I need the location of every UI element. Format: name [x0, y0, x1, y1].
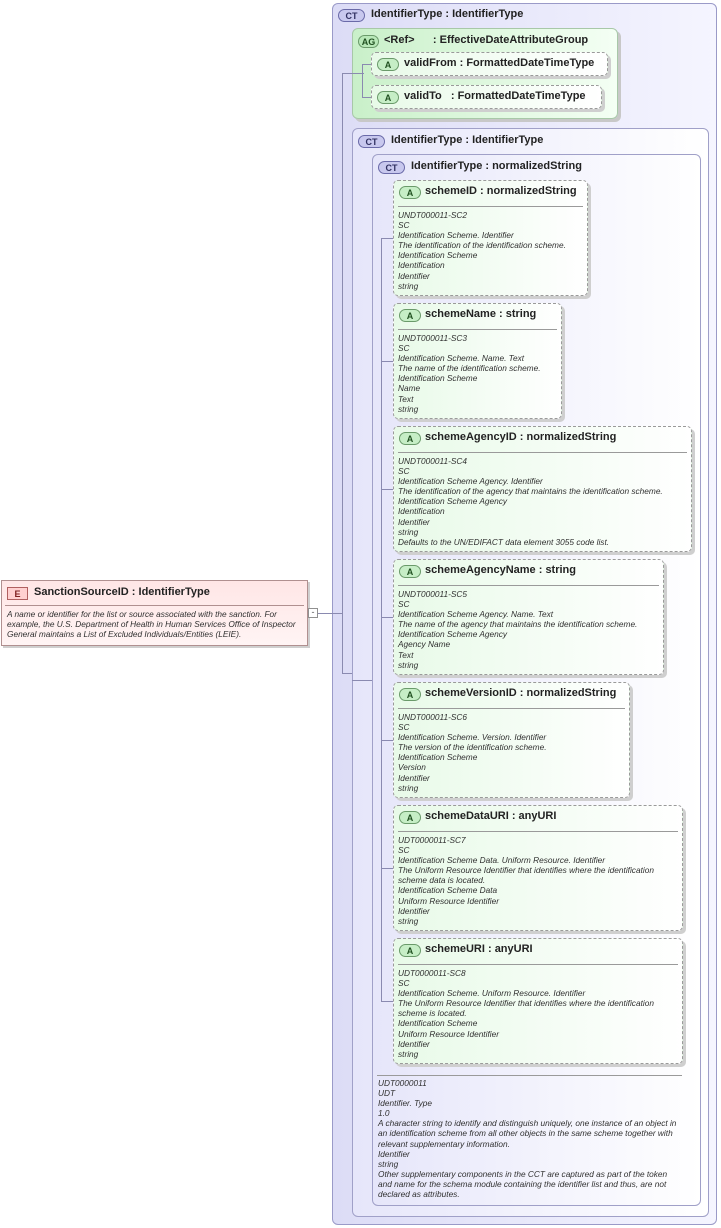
attribute-box-schemeagencyid	[393, 426, 692, 552]
connector-line	[381, 238, 382, 1001]
inner-type-title: IdentifierType : normalizedString	[411, 160, 582, 172]
attribute-title: schemeName : string	[425, 308, 537, 320]
middle-type-title: IdentifierType : IdentifierType	[391, 134, 544, 146]
divider	[398, 585, 659, 586]
connector-line	[381, 238, 393, 239]
connector-line	[342, 73, 364, 74]
connector-line	[381, 489, 393, 490]
outer-type-title: IdentifierType : IdentifierType	[371, 8, 524, 20]
root-element-box	[1, 580, 308, 646]
attribute-title: schemeID : normalizedString	[425, 185, 577, 197]
divider	[398, 206, 583, 207]
connector-line	[362, 64, 371, 65]
connector-line	[381, 361, 393, 362]
connector-line	[362, 97, 371, 98]
attribute-box-schemeid	[393, 180, 588, 296]
attribute-title: schemeVersionID : normalizedString	[425, 687, 617, 699]
attribute-doc: UDT0000011-SC7 SC Identification Scheme Data. Uniform Resource. Identifier The Uniform Resource Identifier that identifies where the identification scheme data is located. Identification Scheme Data Uniform Resource Identifier Identifier string	[398, 835, 654, 926]
attribute-doc: UNDT000011-SC6 SC Identification Scheme. Version. Identifier The version of the identification scheme. Identification Scheme Version Identifier string	[398, 712, 547, 793]
attribute-group-title: <Ref> : EffectiveDateAttributeGroup	[384, 34, 589, 46]
attribute-box-schemedatauri	[393, 805, 683, 931]
attribute-title: schemeAgencyName : string	[425, 564, 576, 576]
complex-type-badge: CT	[378, 161, 405, 174]
divider	[398, 452, 687, 453]
connector-line	[318, 613, 342, 614]
divider	[5, 605, 304, 606]
connector-line	[381, 868, 393, 869]
connector-line	[362, 64, 363, 98]
attribute-title-validfrom: validFrom : FormattedDateTimeType	[404, 57, 595, 69]
connector-line	[342, 73, 343, 673]
inner-type-doc: UDT0000011 UDT Identifier. Type 1.0 A character string to identify and distinguish uniquely, one instance of an object in an identification scheme from all other objects in the same scheme together with relevant supplementary information. Identifier string Other supplementary components in the CCT are captured as part of the token and name for the schema module containing the identifier list and thus, are not declared as attributes.	[378, 1078, 677, 1200]
attribute-box-validto	[371, 85, 602, 109]
collapse-toggle[interactable]: -	[308, 608, 318, 618]
attribute-title: schemeAgencyID : normalizedString	[425, 431, 617, 443]
attribute-group-badge: AG	[358, 35, 379, 48]
divider	[377, 1075, 682, 1076]
connector-line	[381, 1001, 393, 1002]
attribute-box-schemeagencyname	[393, 559, 664, 675]
divider	[398, 831, 678, 832]
attribute-title-validto: validTo : FormattedDateTimeType	[404, 90, 586, 102]
attribute-badge: A	[399, 186, 421, 199]
attribute-badge: A	[377, 58, 399, 71]
connector-line	[342, 673, 352, 674]
attribute-doc: UNDT000011-SC2 SC Identification Scheme. Identifier The identification of the identification scheme. Identification Scheme Identification Identifier string	[398, 210, 566, 291]
attribute-badge: A	[399, 309, 421, 322]
attribute-doc: UNDT000011-SC3 SC Identification Scheme. Name. Text The name of the identification scheme. Identification Scheme Name Text string	[398, 333, 541, 414]
attribute-title: schemeURI : anyURI	[425, 943, 533, 955]
attribute-box-schemeversionid	[393, 682, 630, 798]
connector-line	[352, 680, 372, 681]
attribute-badge: A	[399, 944, 421, 957]
divider	[398, 708, 625, 709]
attribute-box-schemeuri	[393, 938, 683, 1064]
divider	[398, 964, 678, 965]
attribute-badge: A	[399, 811, 421, 824]
connector-line	[381, 740, 393, 741]
attribute-doc: UDT0000011-SC8 SC Identification Scheme. Uniform Resource. Identifier The Uniform Resource Identifier that identifies where the identification scheme is located. Identification Scheme Uniform Resource Identifier Identifier string	[398, 968, 654, 1059]
complex-type-badge: CT	[338, 9, 365, 22]
attribute-title: schemeDataURI : anyURI	[425, 810, 557, 822]
attribute-badge: A	[399, 688, 421, 701]
element-title: SanctionSourceID : IdentifierType	[34, 586, 210, 598]
element-badge: E	[7, 587, 28, 600]
attribute-doc: UNDT000011-SC4 SC Identification Scheme Agency. Identifier The identification of the agency that maintains the identification scheme. Identification Scheme Agency Identification Identifier string Defaults to the UN/EDIFACT data element 3055 code list.	[398, 456, 663, 547]
attribute-badge: A	[399, 565, 421, 578]
attribute-box-validfrom	[371, 52, 608, 76]
connector-line	[381, 617, 393, 618]
attribute-badge: A	[399, 432, 421, 445]
complex-type-badge: CT	[358, 135, 385, 148]
divider	[398, 329, 557, 330]
attribute-badge: A	[377, 91, 399, 104]
attribute-box-schemename	[393, 303, 562, 419]
attribute-doc: UNDT000011-SC5 SC Identification Scheme Agency. Name. Text The name of the agency that maintains the identification scheme. Identification Scheme Agency Agency Name Text string	[398, 589, 638, 670]
element-doc: A name or identifier for the list or source associated with the sanction. For example, the U.S. Department of Health in Human Services Office of Inspector General maintains a List of Excluded Individuals/Entities (LEIE).	[7, 609, 296, 640]
